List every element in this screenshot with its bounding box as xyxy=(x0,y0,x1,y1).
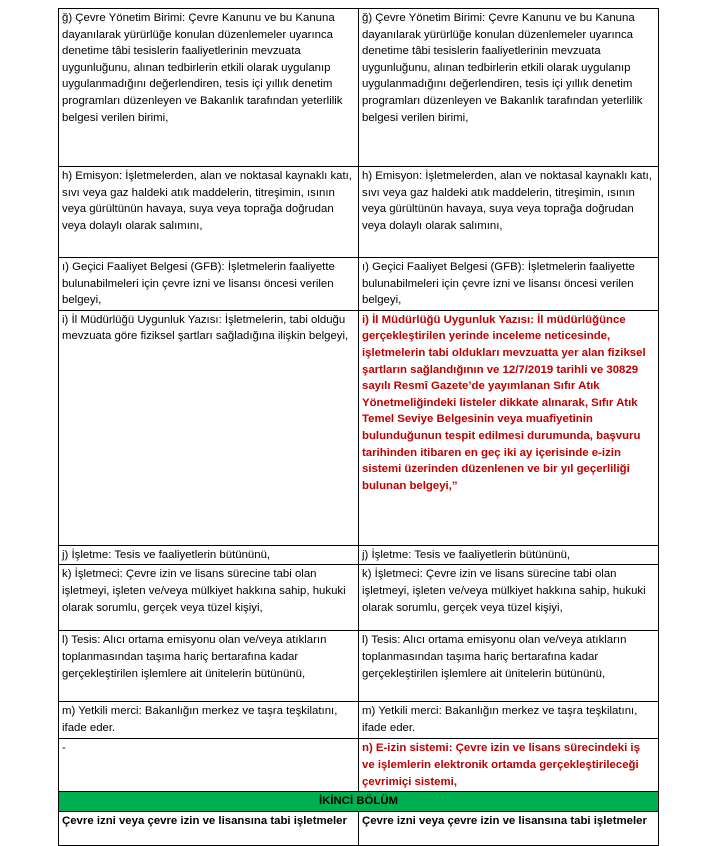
table-row xyxy=(59,9,659,167)
new-text-cell-amended: i) İl Müdürlüğü Uygunluk Yazısı: İl müdürlüğünce gerçekleştirilen yerinde inceleme neticesinde, işletmelerin tabi oldukları mevzuatta yer alan fiziksel şartların sağlandığının ve 12/7/2019 tarihli ve 30829 sayılı Resmî Gazete’de yayımlanan Sıfır Atık Yönetmeliğindeki listeler dikkate alınarak, Sıfır Atık Temel Seviye Belgesinin veya muafiyetinin bulunduğunun tespit edilmesi durumunda, başvuru tarihinden itibaren en geç iki ay içerisinde e-izin sistemi üzerinden düzenlenen ve bir yıl geçerliliği bulunan belgeyi,” xyxy=(359,310,659,545)
table-row xyxy=(59,565,659,631)
old-text-cell: k) İşletmeci: Çevre izin ve lisans sürecine tabi olan işletmeyi, işleten ve/veya mülkiyet hakkına sahip, hukuki olarak sorumlu, gerçek veya tüzel kişiyi, xyxy=(59,565,359,631)
section-row xyxy=(59,792,659,812)
new-text-cell: j) İşletme: Tesis ve faaliyetlerin bütününü, xyxy=(359,545,659,565)
table-row xyxy=(59,258,659,311)
table-row xyxy=(59,545,659,565)
old-text-cell: l) Tesis: Alıcı ortama emisyonu olan ve/veya atıkların toplanmasından taşıma hariç bertarafına kadar gerçekleştirilen işlemlere ait ünitelerin bütününü, xyxy=(59,631,359,702)
comparison-table xyxy=(58,8,659,846)
new-text-cell: k) İşletmeci: Çevre izin ve lisans sürecine tabi olan işletmeyi, işleten ve/veya mülkiyet hakkına sahip, hukuki olarak sorumlu, gerçek veya tüzel kişiyi, xyxy=(359,565,659,631)
old-text-cell: - xyxy=(59,739,359,792)
table-row xyxy=(59,702,659,739)
new-text-cell: m) Yetkili merci: Bakanlığın merkez ve taşra teşkilatını, ifade eder. xyxy=(359,702,659,739)
new-text-cell: l) Tesis: Alıcı ortama emisyonu olan ve/veya atıkların toplanmasından taşıma hariç bertarafına kadar gerçekleştirilen işlemlere ait ünitelerin bütününü, xyxy=(359,631,659,702)
table-row xyxy=(59,739,659,792)
new-text-cell: ı) Geçici Faaliyet Belgesi (GFB): İşletmelerin faaliyette bulunabilmeleri için çevre izni ve lisansı öncesi verilen belgeyi, xyxy=(359,258,659,311)
old-text-cell: i) İl Müdürlüğü Uygunluk Yazısı: İşletmelerin, tabi olduğu mevzuata göre fiziksel şartları sağladığına ilişkin belgeyi, xyxy=(59,310,359,545)
new-heading-cell: Çevre izni veya çevre izin ve lisansına tabi işletmeler xyxy=(359,811,659,845)
old-heading-cell: Çevre izni veya çevre izin ve lisansına tabi işletmeler xyxy=(59,811,359,845)
table-row xyxy=(59,310,659,545)
new-text-cell: h) Emisyon: İşletmelerden, alan ve noktasal kaynaklı katı, sıvı veya gaz haldeki atık maddelerin, titreşimin, ısının veya gürültünün havaya, suya veya toprağa doğrudan veya dolaylı olarak salımını, xyxy=(359,167,659,258)
heading-row xyxy=(59,811,659,845)
section-title: İKİNCİ BÖLÜM xyxy=(59,792,659,812)
old-text-cell: ğ) Çevre Yönetim Birimi: Çevre Kanunu ve bu Kanuna dayanılarak yürürlüğe konulan düzenlemeler uyarınca denetime tâbi tesislerin faaliyetlerinin mevzuata uygunluğunu, alınan tedbirlerin etkili olarak uygulanıp uygulanmadığını değerlendiren, tesis içi yıllık denetim programları düzenleyen ve Bakanlık tarafından yeterlilik belgesi verilen birimi, xyxy=(59,9,359,167)
old-text-cell: h) Emisyon: İşletmelerden, alan ve noktasal kaynaklı katı, sıvı veya gaz haldeki atık maddelerin, titreşimin, ısının veya gürültünün havaya, suya veya toprağa doğrudan veya dolaylı olarak salımını, xyxy=(59,167,359,258)
table-row xyxy=(59,631,659,702)
table-row xyxy=(59,167,659,258)
old-text-cell: j) İşletme: Tesis ve faaliyetlerin bütününü, xyxy=(59,545,359,565)
old-text-cell: m) Yetkili merci: Bakanlığın merkez ve taşra teşkilatını, ifade eder. xyxy=(59,702,359,739)
old-text-cell: ı) Geçici Faaliyet Belgesi (GFB): İşletmelerin faaliyette bulunabilmeleri için çevre izni ve lisansı öncesi verilen belgeyi, xyxy=(59,258,359,311)
new-text-cell: ğ) Çevre Yönetim Birimi: Çevre Kanunu ve bu Kanuna dayanılarak yürürlüğe konulan düzenlemeler uyarınca denetime tâbi tesislerin faaliyetlerinin mevzuata uygunluğunu, alınan tedbirlerin etkili olarak uygulanıp uygulanmadığını değerlendiren, tesis içi yıllık denetim programları düzenleyen ve Bakanlık tarafından yeterlilik belgesi verilen birimi, xyxy=(359,9,659,167)
new-text-cell-added: n) E-izin sistemi: Çevre izin ve lisans sürecindeki iş ve işlemlerin elektronik ortamda gerçekleştirileceği çevrimiçi sistemi, xyxy=(359,739,659,792)
